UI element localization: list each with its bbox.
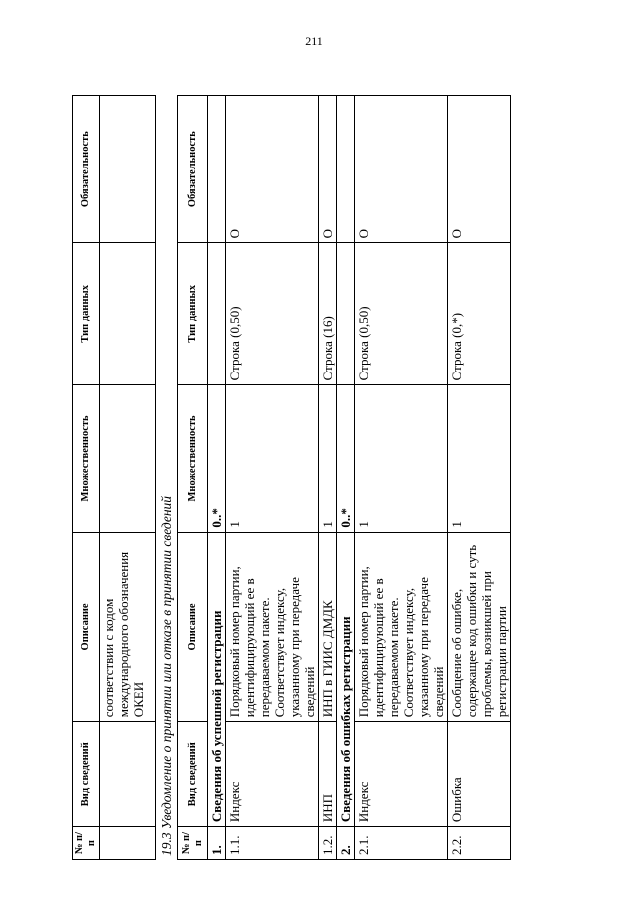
cell-req xyxy=(100,96,156,243)
continuation-table xyxy=(72,95,156,860)
notification-table xyxy=(177,95,511,860)
cell-num: 1. xyxy=(208,827,226,860)
cell-type: Строка (0,50) xyxy=(355,243,448,385)
cell-type xyxy=(100,243,156,385)
cell-kind: ИНП xyxy=(319,722,337,827)
section-title: Сведения об успешной регистрации xyxy=(208,532,226,827)
header-num: № п/п xyxy=(73,827,100,860)
cell-kind: Индекс xyxy=(355,722,448,827)
cell-num: 1.1. xyxy=(226,827,319,860)
table-caption: 19.3 Уведомление о принятии или отказе в принятии сведений xyxy=(159,495,174,856)
table-row xyxy=(226,96,319,860)
cell-desc: Сообщение об ошибке, содержащее код ошибки и суть проблемы, возникшей при регистрации партии xyxy=(448,532,511,722)
cell-mult: 1 xyxy=(226,385,319,532)
cell-mult: 1 xyxy=(355,385,448,532)
header-kind: Вид сведений xyxy=(178,722,208,827)
header-kind: Вид сведений xyxy=(73,722,100,827)
cell-req: О xyxy=(319,96,337,243)
section-row xyxy=(337,96,355,860)
cell-mult xyxy=(100,385,156,532)
cell-desc: соответствии с кодом международного обозначения ОКЕИ xyxy=(100,532,156,722)
section-title: Сведения об ошибках регистрации xyxy=(337,532,355,827)
cell-desc: ИНП в ГИИС ДМДК xyxy=(319,532,337,722)
cell-num: 1.2. xyxy=(319,827,337,860)
cell-kind: Индекс xyxy=(226,722,319,827)
cell-mult: 0..* xyxy=(208,385,226,532)
section-row xyxy=(208,96,226,860)
cell-mult: 1 xyxy=(448,385,511,532)
cell-kind xyxy=(100,722,156,827)
cell-desc: Порядковый номер партии, идентифицирующий ее в передаваемом пакете. Соответствует индексу, указанному при передаче сведений xyxy=(226,532,319,722)
cell-num: 2. xyxy=(337,827,355,860)
table-row xyxy=(448,96,511,860)
cell-num xyxy=(100,827,156,860)
table-row xyxy=(355,96,448,860)
table-row xyxy=(319,96,337,860)
header-mult: Множественность xyxy=(73,385,100,532)
header-type: Тип данных xyxy=(73,243,100,385)
cell-num: 2.2. xyxy=(448,827,511,860)
cell-type: Строка (0,*) xyxy=(448,243,511,385)
cell-type: Строка (0,50) xyxy=(226,243,319,385)
cell-kind: Ошибка xyxy=(448,722,511,827)
table-row xyxy=(100,96,156,860)
header-mult: Множественность xyxy=(178,385,208,532)
cell-req: О xyxy=(448,96,511,243)
rotated-content xyxy=(72,40,617,860)
header-type: Тип данных xyxy=(178,243,208,385)
header-req: Обязательность xyxy=(178,96,208,243)
cell-req: О xyxy=(226,96,319,243)
cell-type: Строка (16) xyxy=(319,243,337,385)
header-desc: Описание xyxy=(73,532,100,722)
cell-mult: 0..* xyxy=(337,385,355,532)
header-req: Обязательность xyxy=(73,96,100,243)
page-number: 211 xyxy=(305,34,323,48)
header-num: № п/п xyxy=(178,827,208,860)
header-desc: Описание xyxy=(178,532,208,722)
cell-mult: 1 xyxy=(319,385,337,532)
cell-req: О xyxy=(355,96,448,243)
cell-desc: Порядковый номер партии, идентифицирующий ее в передаваемом пакете. Соответствует индексу, указанному при передаче сведений xyxy=(355,532,448,722)
cell-num: 2.1. xyxy=(355,827,448,860)
